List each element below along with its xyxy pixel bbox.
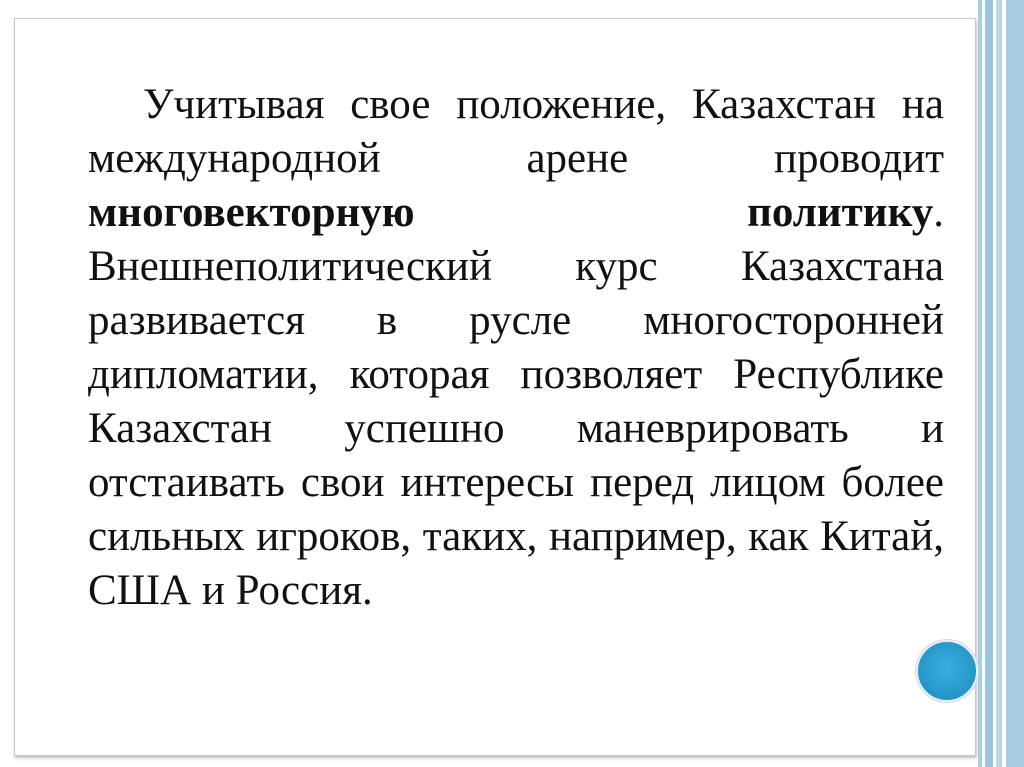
stripe [1006,0,1024,767]
paragraph-text-end: . Внешнеполитический курс Казахстана развивается в русле многосторонней дипломатии, которая позволяет Республике Казахстан успешно маневрировать и отстаивать свои интересы перед лицом более сильных игроков, таких, например, как Китай, США и Россия. [88,189,944,614]
accent-circle-icon [916,640,978,702]
decorative-side-stripes [978,0,1024,767]
paragraph-text-start: Учитывая свое положение, Казахстан на международной арене проводит [88,81,944,182]
stripe [985,0,993,767]
emphasized-phrase: многовекторную политику [88,189,934,236]
body-paragraph [88,78,944,618]
